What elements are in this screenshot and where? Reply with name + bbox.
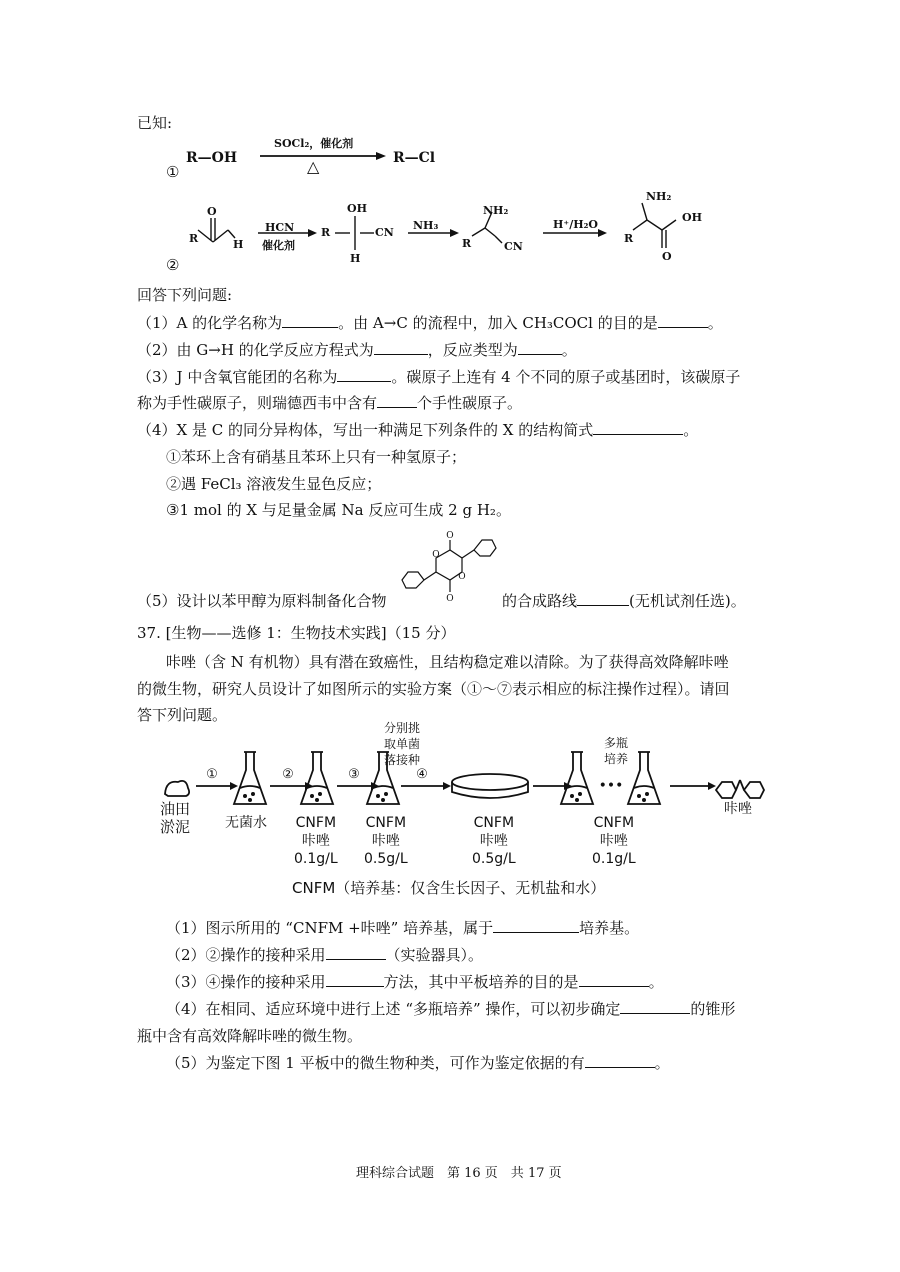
q37-title: 37. [生物——选修 1：生物技术实践]（15 分） [137,624,456,642]
plate-label: CNFM 咔唑 0.5g/L [472,815,516,867]
question-4: （4）X 是 C 的同分异构体，写出一种满足下列条件的 X 的结构简式 。 [137,421,699,439]
q4-condition-1: ①苯环上含有硝基且苯环上只有一种氢原子； [166,448,467,466]
figure-caption: CNFM（培养基：仅含生长因子、无机盐和水） [292,879,606,897]
q3-blank-2[interactable] [377,393,417,408]
r2-step1-condition: 催化剂 [262,239,295,252]
r2-step2-reagent: NH₃ [413,219,439,232]
bq2-blank[interactable] [326,945,386,960]
question-5-text: （5）设计以苯甲醇为原料制备化合物 [137,592,387,610]
step5-label: 分别挑 取单菌 落接种 [384,721,421,767]
q1-blank-1[interactable] [282,313,338,328]
q4-blank[interactable] [593,420,683,435]
question-5-line: 的合成路线 (无机试剂任选)。 [502,592,746,610]
r2-R4: R [624,232,634,245]
bq4-blank[interactable] [620,999,690,1014]
step6-label: 多瓶 培养 [604,736,629,766]
r2-R3: R [462,237,472,250]
r2-NH2-3: NH₂ [483,204,509,217]
bq1-blank[interactable] [493,918,579,933]
flask4-label: CNFM 咔唑 0.1g/L [592,815,636,867]
ring-o-2: O [458,572,466,582]
q5-blank[interactable] [577,591,629,606]
r2-O4: O [662,250,672,263]
known-label: 已知: [137,114,173,132]
r2-NH2-4: NH₂ [646,190,672,203]
q37-para-1: 咔唑（含 N 有机物）具有潜在致癌性，且结构稳定难以清除。为了获得高效降解咔唑 [166,653,729,671]
r2-H2: H [350,252,361,265]
bq3-blank-1[interactable] [326,972,384,987]
step-3-label: ③ [348,767,360,782]
source-label: 油田 淤泥 [160,800,191,836]
q2-blank-2[interactable] [518,340,562,355]
question-3-line2: 称为手性碳原子，则瑞德西韦中含有 个手性碳原子。 [137,394,523,412]
bio-question-5: （5）为鉴定下图 1 平板中的微生物种类，可作为鉴定依据的有 。 [166,1054,670,1072]
reaction1-number: ① [166,163,180,181]
r2-R2: R [321,226,331,239]
q1-blank-2[interactable] [658,313,708,328]
r2-O1: O [207,205,217,218]
flask2-label: CNFM 咔唑 0.1g/L [294,815,338,867]
bio-question-1: （1）图示所用的 “CNFM +咔唑” 培养基，属于 培养基。 [166,919,640,937]
q37-para-3: 答下列问题。 [137,706,228,724]
q4-condition-2: ②遇 FeCl₃ 溶液发生显色反应； [166,475,382,493]
q4-condition-3: ③1 mol 的 X 与足量金属 Na 反应可生成 2 g H₂。 [166,501,511,519]
bio-question-3: （3）④操作的接种采用 方法，其中平板培养的目的是 。 [166,973,664,991]
r2-R1: R [189,232,199,245]
question-2: （2）由 G→H 的化学反应方程式为 ，反应类型为 。 [137,341,577,359]
carbonyl-o-1: O [446,531,454,541]
carbonyl-o-2: O [446,594,454,604]
mud-shape [165,781,189,796]
q37-para-2: 的微生物，研究人员设计了如图所示的实验方案（①～⑦表示相应的标注操作过程）。请回 [137,680,730,698]
question-3: （3）J 中含氧官能团的名称为 。碳原子上连有 4 个不同的原子或基团时，该碳原子 [137,368,741,386]
bio-question-2: （2）②操作的接种采用 （实验器具）。 [166,946,484,964]
reaction1-product: R—Cl [393,150,436,166]
bq3-blank-2[interactable] [579,972,649,987]
experiment-flow-diagram [160,728,780,828]
reaction1-reagent: SOCl₂，催化剂 [274,137,354,150]
r2-H1: H [233,238,244,251]
multi-flask-dots: ••• [598,778,624,794]
reaction1-heat-sign: △ [307,157,320,176]
step-1-label: ① [206,767,218,782]
question-1: （1）A 的化学名称为 。由 A→C 的流程中，加入 CH₃COCl 的目的是 。 [137,314,723,332]
q2-blank-1[interactable] [374,340,428,355]
bq5-blank[interactable] [585,1053,655,1068]
reaction1-reactant: R—OH [186,150,238,166]
r2-OH4: OH [682,211,702,224]
carbazole-label: 咔唑 [724,801,752,817]
r2-CN3: CN [504,240,523,253]
dilactone-structure [398,528,498,606]
r2-OH2: OH [347,202,367,215]
flask1-label: 无菌水 [225,815,267,831]
ring-o-1: O [432,550,440,560]
bio-question-4-line2: 瓶中含有高效降解咔唑的微生物。 [137,1027,363,1045]
step-4-label: ④ [416,767,428,782]
flask3-label: CNFM 咔唑 0.5g/L [364,815,408,867]
answer-intro: 回答下列问题: [137,286,233,304]
page-footer: 理科综合试题 第 16 页 共 17 页 [356,1166,562,1181]
reaction2-number: ② [166,256,180,274]
r2-step1-reagent: HCN [265,221,295,234]
bio-question-4: （4）在相同、适应环境中进行上述 “多瓶培养” 操作，可以初步确定 的锥形 [166,1000,736,1018]
r2-step3-reagent: H⁺/H₂O [553,218,599,231]
step-2-label: ② [282,767,294,782]
q3-blank-1[interactable] [337,367,391,382]
reaction1-arrow [258,150,388,180]
r2-CN2: CN [375,226,394,239]
